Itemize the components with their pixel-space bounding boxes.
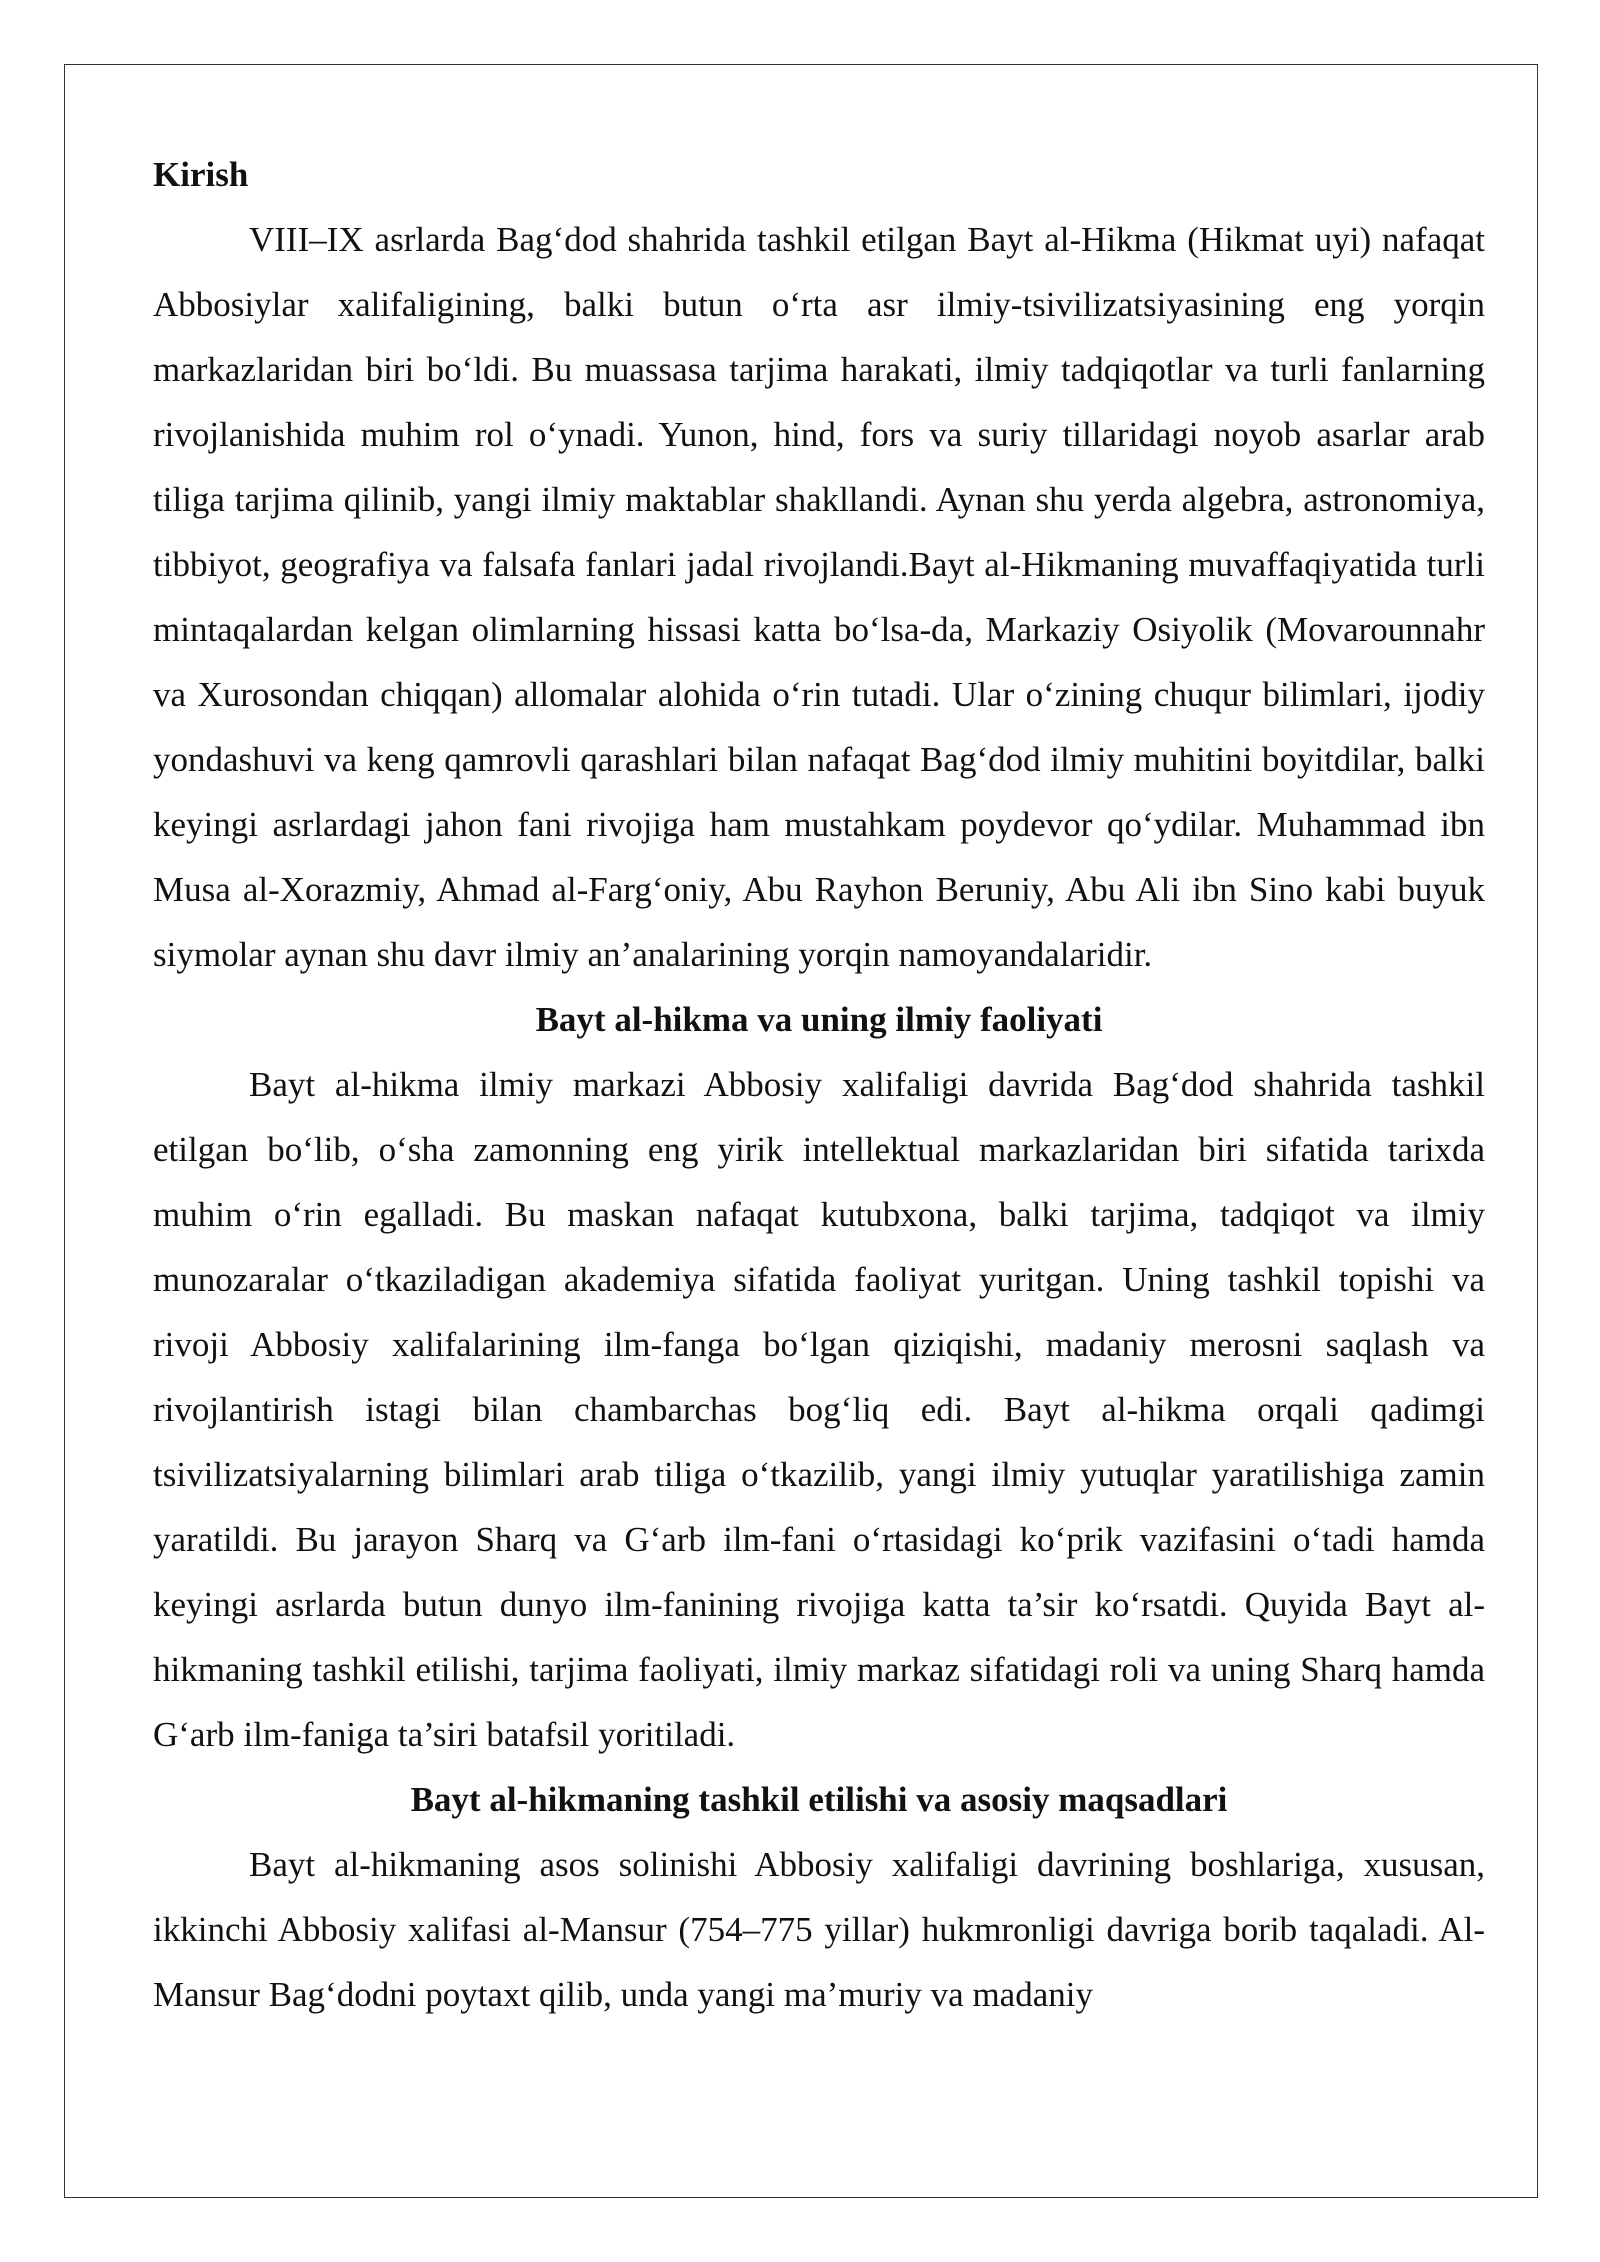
intro-paragraph: VIII–IX asrlarda Bag‘dod shahrida tashkil etilgan Bayt al-Hikma (Hikmat uyi) nafaqat Abbosiylar xalifaligining, balki butun o‘rta asr ilmiy-tsivilizatsiyasining eng yorqin markazlaridan biri bo‘ldi. Bu muassasa tarjima harakati, ilmiy tadqiqotlar va turli fanlarning rivojlanishida muhim rol o‘ynadi. Yunon, hind, fors va suriy tillaridagi noyob asarlar arab tiliga tarjima qilinib, yangi ilmiy maktablar shakllandi. Aynan shu yerda algebra, astronomiya, tibbiyot, geografiya va falsafa fanlari jadal rivojlandi.Bayt al-Hikmaning muvaffaqiyatida turli mintaqalardan kelgan olimlarning hissasi katta bo‘lsa-da, Markaziy Osiyolik (Movarounnahr va Xurosondan chiqqan) allomalar alohida o‘rin tutadi. Ular o‘zining chuqur bilimlari, ijodiy yondashuvi va keng qamrovli qarashlari bilan nafaqat Bag‘dod ilmiy muhitini boyitdilar, balki keyingi asrlardagi jahon fani rivojiga ham mustahkam poydevor qo‘ydilar. Muhammad ibn Musa al-Xorazmiy, Ahmad al-Farg‘oniy, Abu Rayhon Beruniy, Abu Ali ibn Sino kabi buyuk siymolar aynan shu davr ilmiy an’analarining yorqin namoyandalaridir.	[153, 220, 1485, 974]
section2-heading: Bayt al-hikmaning tashkil etilishi va asosiy maqsadlari	[410, 1780, 1228, 1819]
section2-paragraph: Bayt al-hikmaning asos solinishi Abbosiy xalifaligi davrining boshlariga, xususan, ikkinchi Abbosiy xalifasi al-Mansur (754–775 yillar) hukmronligi davriga borib taqaladi. Al-Mansur Bag‘dodni poytaxt qilib, unda yangi ma’muriy va madaniy	[153, 1845, 1485, 2014]
section1-heading: Bayt al-hikma va uning ilmiy faoliyati	[535, 1000, 1103, 1039]
intro-heading: Kirish	[153, 155, 249, 194]
document-body	[153, 142, 1485, 2027]
section1-paragraph: Bayt al-hikma ilmiy markazi Abbosiy xalifaligi davrida Bag‘dod shahrida tashkil etilgan bo‘lib, o‘sha zamonning eng yirik intellektual markazlaridan biri sifatida tarixda muhim o‘rin egalladi. Bu maskan nafaqat kutubxona, balki tarjima, tadqiqot va ilmiy munozaralar o‘tkaziladigan akademiya sifatida faoliyat yuritgan. Uning tashkil topishi va rivoji Abbosiy xalifalarining ilm-fanga bo‘lgan qiziqishi, madaniy merosni saqlash va rivojlantirish istagi bilan chambarchas bog‘liq edi. Bayt al-hikma orqali qadimgi tsivilizatsiyalarning bilimlari arab tiliga o‘tkazilib, yangi ilmiy yutuqlar yaratilishiga zamin yaratildi. Bu jarayon Sharq va G‘arb ilm-fani o‘rtasidagi ko‘prik vazifasini o‘tadi hamda keyingi asrlarda butun dunyo ilm-fanining rivojiga katta ta’sir ko‘rsatdi. Quyida Bayt al-hikmaning tashkil etilishi, tarjima faoliyati, ilmiy markaz sifatidagi roli va uning Sharq hamda G‘arb ilm-faniga ta’siri batafsil yoritiladi.	[153, 1065, 1485, 1754]
